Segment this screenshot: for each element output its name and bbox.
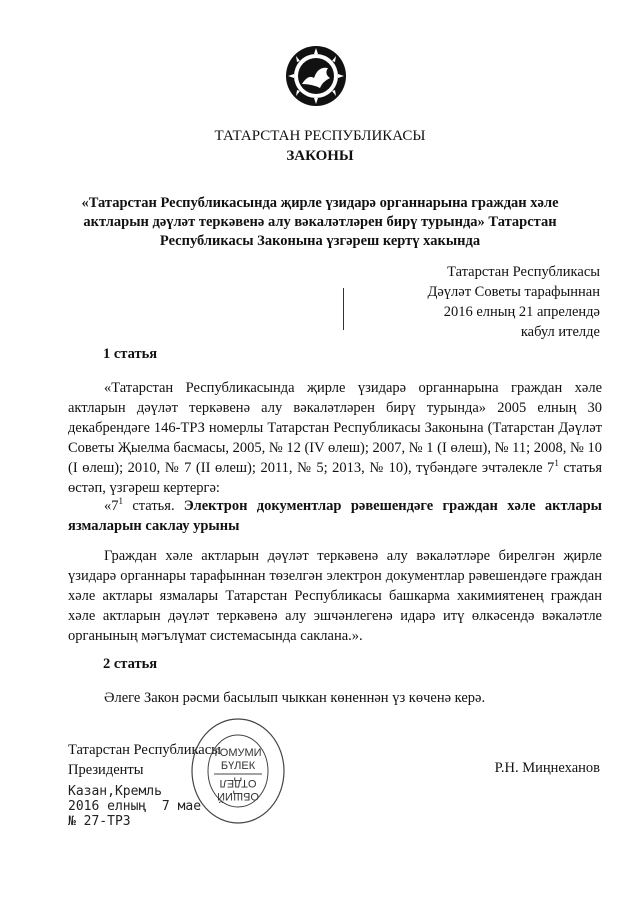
margin-mark — [343, 288, 344, 330]
article-1-heading: 1 статья — [103, 346, 158, 362]
new-article-heading — [68, 496, 602, 536]
law-heading: ЗАКОНЫ — [286, 148, 354, 164]
new-article-label: статья. — [123, 498, 175, 514]
republic-heading: ТАТАРСТАН РЕСПУБЛИКАСЫ — [214, 128, 426, 144]
stamp-text: ОБЩИЙ — [217, 790, 259, 802]
superscript: 1 — [554, 458, 559, 469]
stamp-text: ГОМУМИ — [214, 747, 262, 759]
stamp-text: БҮЛЕК — [220, 760, 256, 772]
law-title-line: Республикасы Законына үзгәреш кертү хакында — [159, 233, 481, 249]
new-article-title: Электрон документлар рәвешендәге граждан хәле актлары язмаларын саклау урыны — [68, 498, 602, 534]
signatory-line: Татарстан Республикасы — [68, 742, 221, 758]
article-1-text-end: статья өстәп, үзгәреш кертергә: — [68, 460, 602, 496]
article-2-paragraph: Әлеге Закон рәсми басылып чыккан көненнән үз көченә керә. — [104, 690, 486, 706]
adoption-line: Дәүләт Советы тарафыннан — [427, 284, 600, 300]
signatory-line: Президенты — [68, 762, 144, 778]
law-number: № 27-ТРЗ — [68, 814, 131, 829]
stamp-text: ОТДЕЛ — [219, 777, 257, 789]
adoption-line: кабул ителде — [520, 324, 600, 340]
adoption-line: Татарстан Республикасы — [447, 264, 600, 280]
new-article-number: «7 — [104, 498, 119, 514]
law-title-line: «Татарстан Республикасында җирле үзидарә органнарына граждан хәле — [81, 195, 559, 211]
article-2-heading: 2 статья — [103, 656, 158, 672]
adoption-line: 2016 елның 21 апрелендә — [443, 304, 600, 320]
signatory-name: Р.Н. Миңнеханов — [494, 760, 600, 776]
article-1-paragraph — [68, 378, 602, 498]
article-1-text: «Татарстан Республикасында җирле үзидарә органнарына граждан хәле актларын дәүләт теркәвенә алу вәкаләтләрен бирү турында» 2005 елның 30 декабрендәге 146-ТРЗ номерлы Татарстан Республикасы Законына (Татарстан Дәүләт Советы Җыелма басмасы, 2005, № 12 (IV өлеш); 2007, № 1 (I өлеш), № 11; 2008, № 10 (I өлеш); 2010, № 7 (II өлеш); 2011, № 5; 2013, № 10), түбәндәге эчтәлекле 7 — [68, 380, 602, 476]
place-line: Казан,Кремль — [68, 784, 162, 799]
law-title — [80, 194, 560, 251]
official-stamp — [188, 716, 288, 826]
superscript: 1 — [118, 496, 123, 507]
adoption-note — [427, 262, 600, 342]
tatarstan-coat-of-arms-icon — [284, 44, 348, 108]
date-line: 2016 елның 7 мае — [68, 799, 202, 814]
law-title-line: актларын дәүләт теркәвенә алу вәкаләтләрен бирү турында» Татарстан — [83, 214, 557, 230]
new-article-text: Граждан хәле актларын дәүләт теркәвенә алу вәкаләтләре бирелгән җирле үзидарә органнары тарафыннан төзелгән электрон документлар рәвешендәге граждан хәле актлары язмалары Татарстан Республикасы башкарма хакимиятенең граждан хәле актларын дәүләт теркәвенә алу эшчәнлегенә идарә итү өлкәсендә вәкаләтле органының мәгълүмат системасында саклана.». — [68, 548, 602, 644]
place-date-block — [68, 784, 201, 829]
